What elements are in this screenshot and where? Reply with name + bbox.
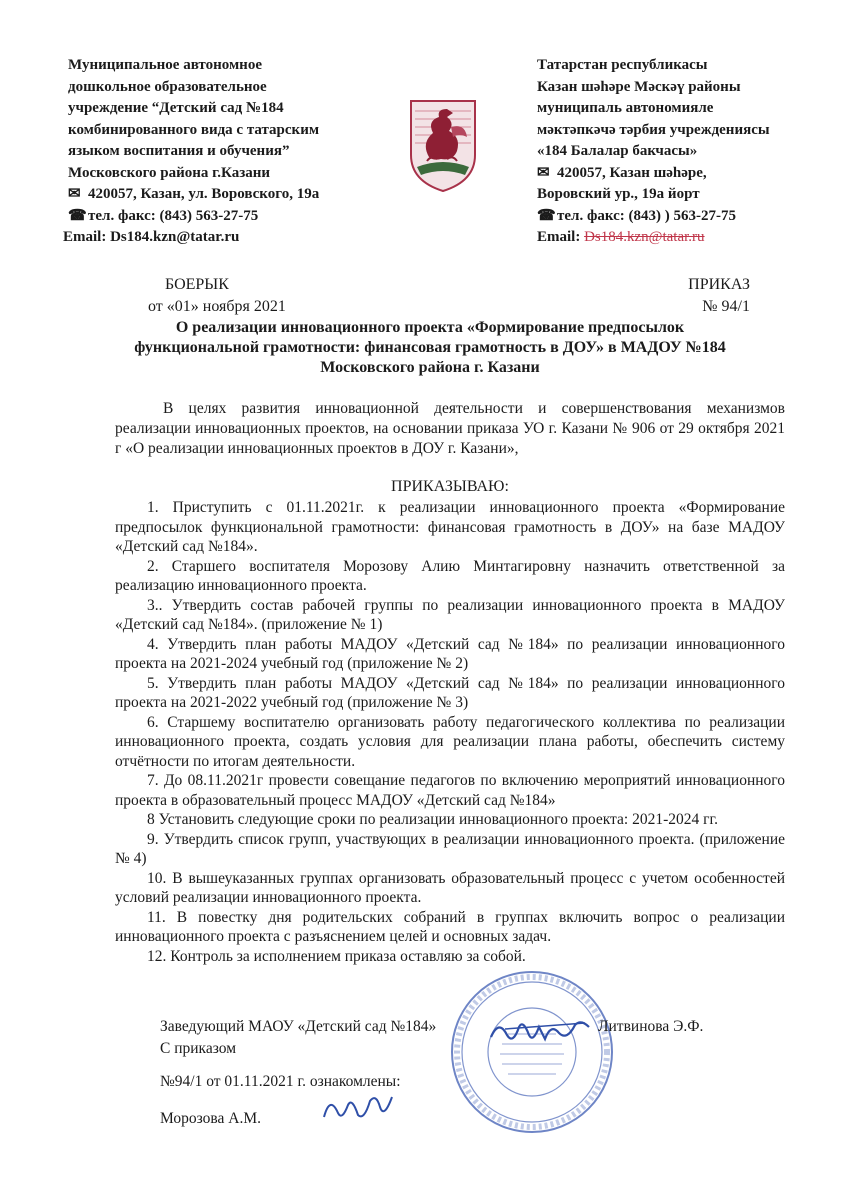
header-left-address <box>68 184 398 206</box>
header-left-line: Московского района г.Казани <box>68 164 271 181</box>
order-date: от «01» ноября 2021 <box>148 298 286 315</box>
order-item: 4. Утвердить план работы МАДОУ «Детский сад №184» по реализации инновационного проекта на 2021-2024 учебный год (приложение № 2) <box>115 635 785 672</box>
address-text: 420057, Казан, ул. Воровского, 19а <box>88 186 320 202</box>
title-russian: ПРИКАЗ <box>688 276 750 293</box>
order-item: 9. Утвердить список групп, участвующих в реализации инновационного проекта. (приложение № 4) <box>115 830 785 867</box>
header-right-email <box>537 227 827 249</box>
order-item: 3.. Утвердить состав рабочей группы по реализации инновационного проекта в МАДОУ «Детский сад №184». (приложение № 1) <box>115 596 785 633</box>
header-left-line: Муниципальное автономное <box>68 57 262 73</box>
order-item: 7. До 08.11.2021г провести совещание педагогов по включению мероприятий инновационного проекта в образовательный процесс МАДОУ «Детский сад №184» <box>115 772 785 809</box>
header-left-phone <box>68 206 398 228</box>
signature-position: Заведующий МАОУ «Детский сад №184» <box>160 1018 437 1035</box>
order-subject: О реализации инновационного проекта «Формирование предпосылок функциональной грамотности: финансовая грамотность в ДОУ» в МАДОУ №184 Московского района г. Казани <box>134 319 726 376</box>
kazan-emblem-icon <box>407 97 479 193</box>
header-right-block <box>537 55 827 249</box>
header-right-phone <box>537 206 827 228</box>
header-left-line: комбинированного вида с татарским <box>68 121 320 138</box>
order-item: 1. Приступить с 01.11.2021г. к реализации инновационного проекта «Формирование предпосылок функциональной грамотности: финансовая грамотность в ДОУ» на базе МАДОУ «Детский сад №184». <box>115 499 785 555</box>
order-item: 6. Старшему воспитателю организовать работу педагогического коллектива по реализации инновационного проекта, создать условия для реализации плана работы, обеспечить систему отчётности по итогам деятельности. <box>115 713 785 770</box>
order-item: 12. Контроль за исполнением приказа оставляю за собой. <box>147 947 526 965</box>
order-item: 8 Установить следующие сроки по реализации инновационного проекта: 2021-2024 гг. <box>147 811 718 828</box>
envelope-icon: ✉ <box>68 186 81 202</box>
telephone-icon: ☎ <box>68 207 87 224</box>
header-right-address <box>537 163 827 185</box>
header-right-line: мәктәпкәчә тәрбия учреждениясы <box>537 121 770 138</box>
acknowledged-person: Морозова А.М. <box>160 1110 262 1127</box>
header-right-line: муниципаль автономияле <box>537 100 714 116</box>
order-item: 5. Утвердить план работы МАДОУ «Детский сад №184» по реализации инновационного проекта на 2021-2022 учебный год (приложение № 3) <box>115 674 785 711</box>
header-left-line: языком воспитания и обучения” <box>68 143 290 159</box>
email-label: Email: <box>537 229 581 245</box>
acknowledgement-line2: №94/1 от 01.11.2021 г. ознакомлены: <box>160 1073 401 1090</box>
header-left-line: учреждение “Детский сад №184 <box>68 100 284 116</box>
phone-text: тел. факс: (843) ) 563-27-75 <box>557 207 736 224</box>
acknowledgement-line1: С приказом <box>160 1040 237 1057</box>
order-item: 2. Старшего воспитателя Морозову Алию Минтагировну назначить ответственной за реализацию инновационного проекта. <box>115 557 785 594</box>
header-right-address2: Воровский ур., 19а йорт <box>537 186 700 202</box>
preamble <box>115 399 785 459</box>
signature-name: Литвинова Э.Ф. <box>598 1018 704 1035</box>
order-word: ПРИКАЗЫВАЮ: <box>391 478 509 495</box>
title-tatar: БОЕРЫК <box>165 276 229 293</box>
preamble-text: В целях развития инновационной деятельности и совершенствования механизмов реализации инновационных проектов, на основании приказа УО г. Казани № 906 от 29 октября 2021 г «О реализации инновационных проектов в ДОУ г. Казани», <box>115 400 785 457</box>
address-text: 420057, Казан шәһәре, <box>557 164 707 181</box>
header-right-line: «184 Балалар бакчасы» <box>537 143 698 159</box>
director-signature <box>485 1005 595 1055</box>
header-left-block <box>63 55 398 249</box>
order-item: 10. В вышеуказанных группах организовать образовательный процесс с учетом особенностей условий реализации инновационного проекта. <box>115 869 785 906</box>
order-item: 11. В повестку дня родительских собраний в группах включить вопрос о реализации инновационного проекта с разъяснением целей и основных задач. <box>115 908 785 945</box>
order-number: № 94/1 <box>702 298 750 315</box>
order-items-list <box>115 498 785 966</box>
employee-signature <box>318 1085 396 1130</box>
header-right-line: Казан шәһәре Мәскәү районы <box>537 78 741 95</box>
envelope-icon: ✉ <box>537 164 550 181</box>
header-left-line: дошкольное образовательное <box>68 78 267 95</box>
header-left-email: Email: Ds184.kzn@tatar.ru <box>63 229 240 245</box>
email-value-crossed: Ds184.kzn@tatar.ru <box>584 229 705 245</box>
telephone-icon: ☎ <box>537 207 556 224</box>
header-right-line: Татарстан республикасы <box>537 57 708 73</box>
phone-text: тел. факс: (843) 563-27-75 <box>88 207 259 224</box>
